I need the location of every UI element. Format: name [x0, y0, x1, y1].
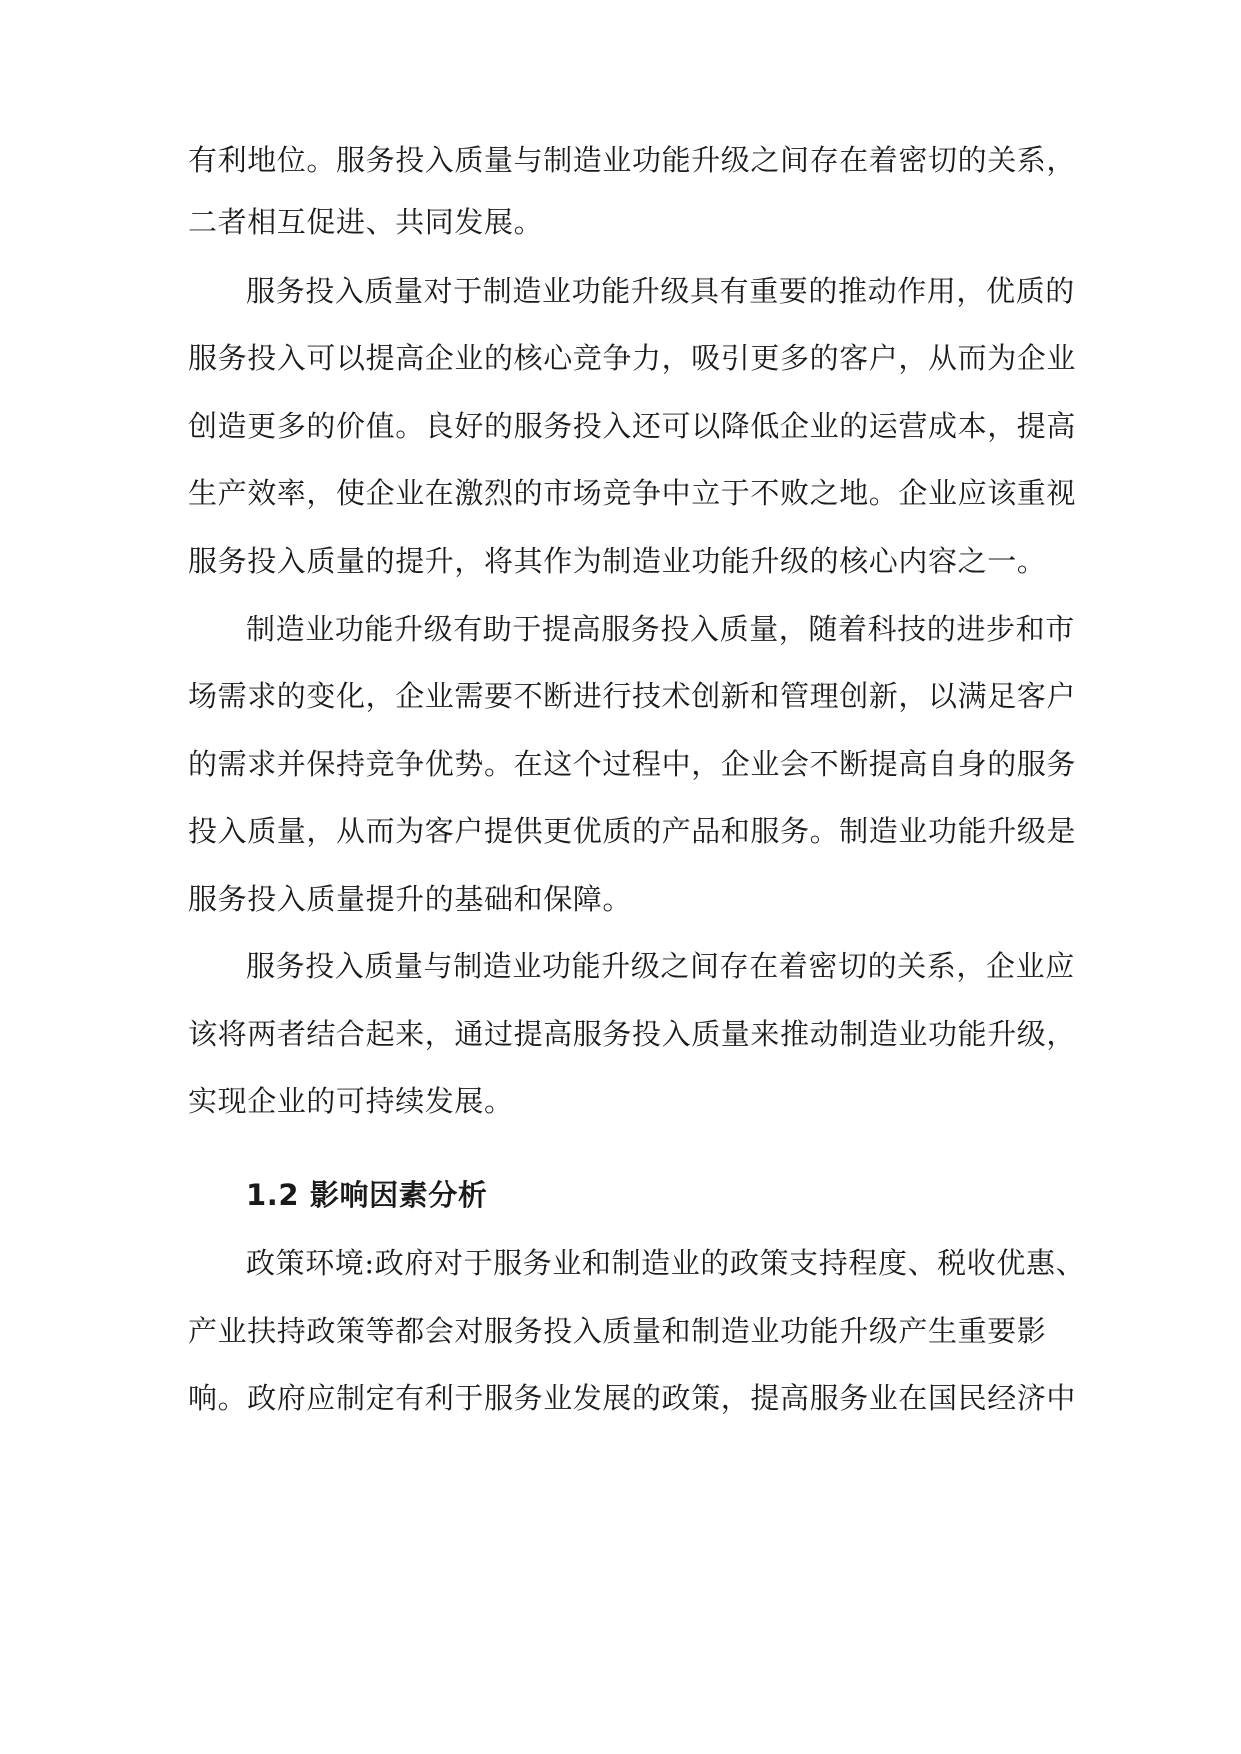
- paragraph-4-line-2: 该将两者结合起来，通过提高服务投入质量来推动制造业功能升级，: [188, 1017, 1077, 1051]
- paragraph-2-line-4: 生产效率，使企业在激烈的市场竞争中立于不败之地。企业应该重视: [188, 476, 1077, 510]
- paragraph-3-line-2: 场需求的变化，企业需要不断进行技术创新和管理创新，以满足客户: [188, 679, 1077, 713]
- paragraph-3-line-1: 制造业功能升级有助于提高服务投入质量，随着科技的进步和市: [246, 612, 1075, 646]
- paragraph-4-line-1: 服务投入质量与制造业功能升级之间存在着密切的关系，企业应: [246, 949, 1075, 983]
- section-heading: 1.2 影响因素分析: [246, 1178, 488, 1212]
- paragraph-4-line-3: 实现企业的可持续发展。: [188, 1084, 514, 1118]
- paragraph-2-line-1: 服务投入质量对于制造业功能升级具有重要的推动作用，优质的: [246, 274, 1075, 308]
- text-line-1: 有利地位。服务投入质量与制造业功能升级之间存在着密切的关系，: [188, 143, 1077, 177]
- paragraph-2-line-5: 服务投入质量的提升，将其作为制造业功能升级的核心内容之一。: [188, 544, 1047, 578]
- paragraph-2-line-2: 服务投入可以提高企业的核心竞争力，吸引更多的客户，从而为企业: [188, 341, 1077, 375]
- paragraph-3-line-3: 的需求并保持竞争优势。在这个过程中，企业会不断提高自身的服务: [188, 747, 1077, 781]
- text-line-2: 二者相互促进、共同发展。: [188, 205, 544, 239]
- paragraph-2-line-3: 创造更多的价值。良好的服务投入还可以降低企业的运营成本，提高: [188, 409, 1077, 443]
- paragraph-5-line-2: 产业扶持政策等都会对服务投入质量和制造业功能升级产生重要影: [188, 1314, 1047, 1348]
- paragraph-3-line-5: 服务投入质量提升的基础和保障。: [188, 882, 633, 916]
- paragraph-5-line-3: 响。政府应制定有利于服务业发展的政策，提高服务业在国民经济中: [188, 1381, 1077, 1415]
- paragraph-5-line-1: 政策环境:政府对于服务业和制造业的政策支持程度、税收优惠、: [246, 1246, 1086, 1280]
- paragraph-3-line-4: 投入质量，从而为客户提供更优质的产品和服务。制造业功能升级是: [188, 814, 1077, 848]
